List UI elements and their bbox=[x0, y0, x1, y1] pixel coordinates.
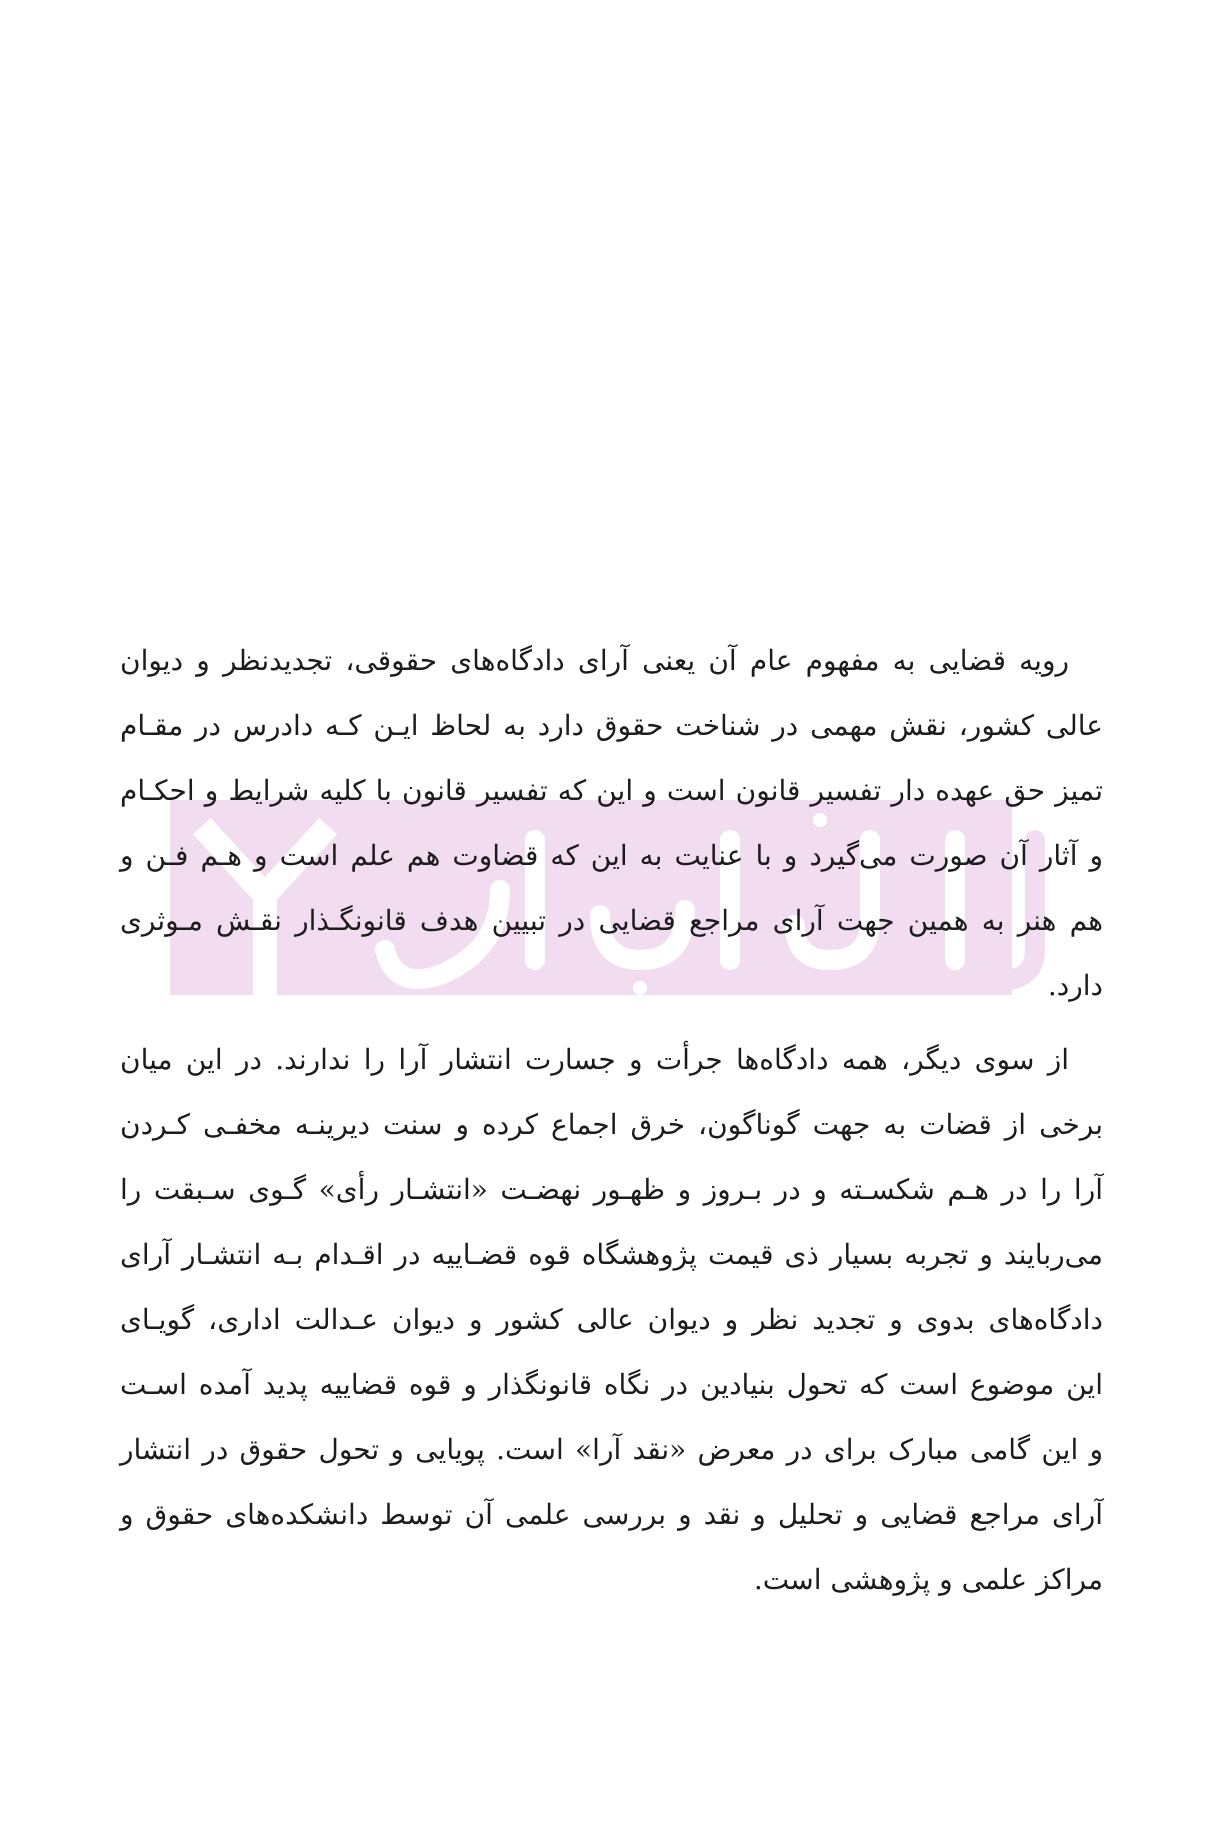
text-line: عالی کشور، نقش مهمی در شناخت حقوق دارد به لحاظ ایـن کـه دادرس در مقـام bbox=[120, 709, 1104, 742]
text-line: و آثار آن صورت می‌گیرد و با عنایت به این که قضاوت هم علم است و هـم فـن و bbox=[120, 839, 1103, 872]
text-line: رویه قضایی به مفهوم عام آن یعنی آرای دادگاه‌های حقوقی، تجدیدنظر و دیوان bbox=[120, 644, 1069, 677]
text-line: هم هنر به همین جهت آرای مراجع قضایی در تبیین هدف قانونگـذار نقـش مـوثری bbox=[120, 904, 1103, 937]
text-line: آرا را در هـم شکسـته و در بـروز و ظهـور نهضـت «انتشـار رأی» گـوی سـبقت را bbox=[120, 1173, 1103, 1206]
text-line: مراکز علمی و پژوهشی است. bbox=[753, 1563, 1103, 1596]
text-line: تمیز حق عهده دار تفسیر قانون است و این که تفسیر قانون با کلیه شرایط و احکـام bbox=[120, 774, 1103, 807]
paragraph-1 bbox=[120, 628, 1103, 1018]
text-line: از سوی دیگر، همه دادگاه‌ها جرأت و جسارت انتشار آرا را ندارند. در این میان bbox=[120, 1043, 1069, 1076]
text-line: دارد. bbox=[1047, 969, 1103, 1002]
text-line: و این گامی مبارک برای در معرض «نقد آرا» است. پویایی و تحول حقوق در انتشار bbox=[120, 1433, 1103, 1466]
body-text bbox=[120, 628, 1103, 1612]
text-line: این موضوع است که تحول بنیادین در نگاه قانونگذار و قوه قضاییه پدید آمده اسـت bbox=[120, 1368, 1103, 1401]
text-line: آرای مراجع قضایی و تحلیل و نقد و بررسی علمی آن توسط دانشکده‌های حقوق و bbox=[120, 1498, 1103, 1531]
text-line: می‌ربایند و تجربه بسیار ذی قیمت پژوهشگاه قوه قضـاییه در اقـدام بـه انتشـار آرای bbox=[120, 1238, 1103, 1271]
paragraph-2 bbox=[120, 1027, 1103, 1612]
text-line: برخی از قضات به جهت گوناگون، خرق اجماع کرده و سنت دیرینـه مخفـی کـردن bbox=[120, 1108, 1103, 1141]
text-line: دادگاه‌های بدوی و تجدید نظر و دیوان عالی کشور و دیوان عـدالت اداری، گویـای bbox=[120, 1303, 1103, 1336]
